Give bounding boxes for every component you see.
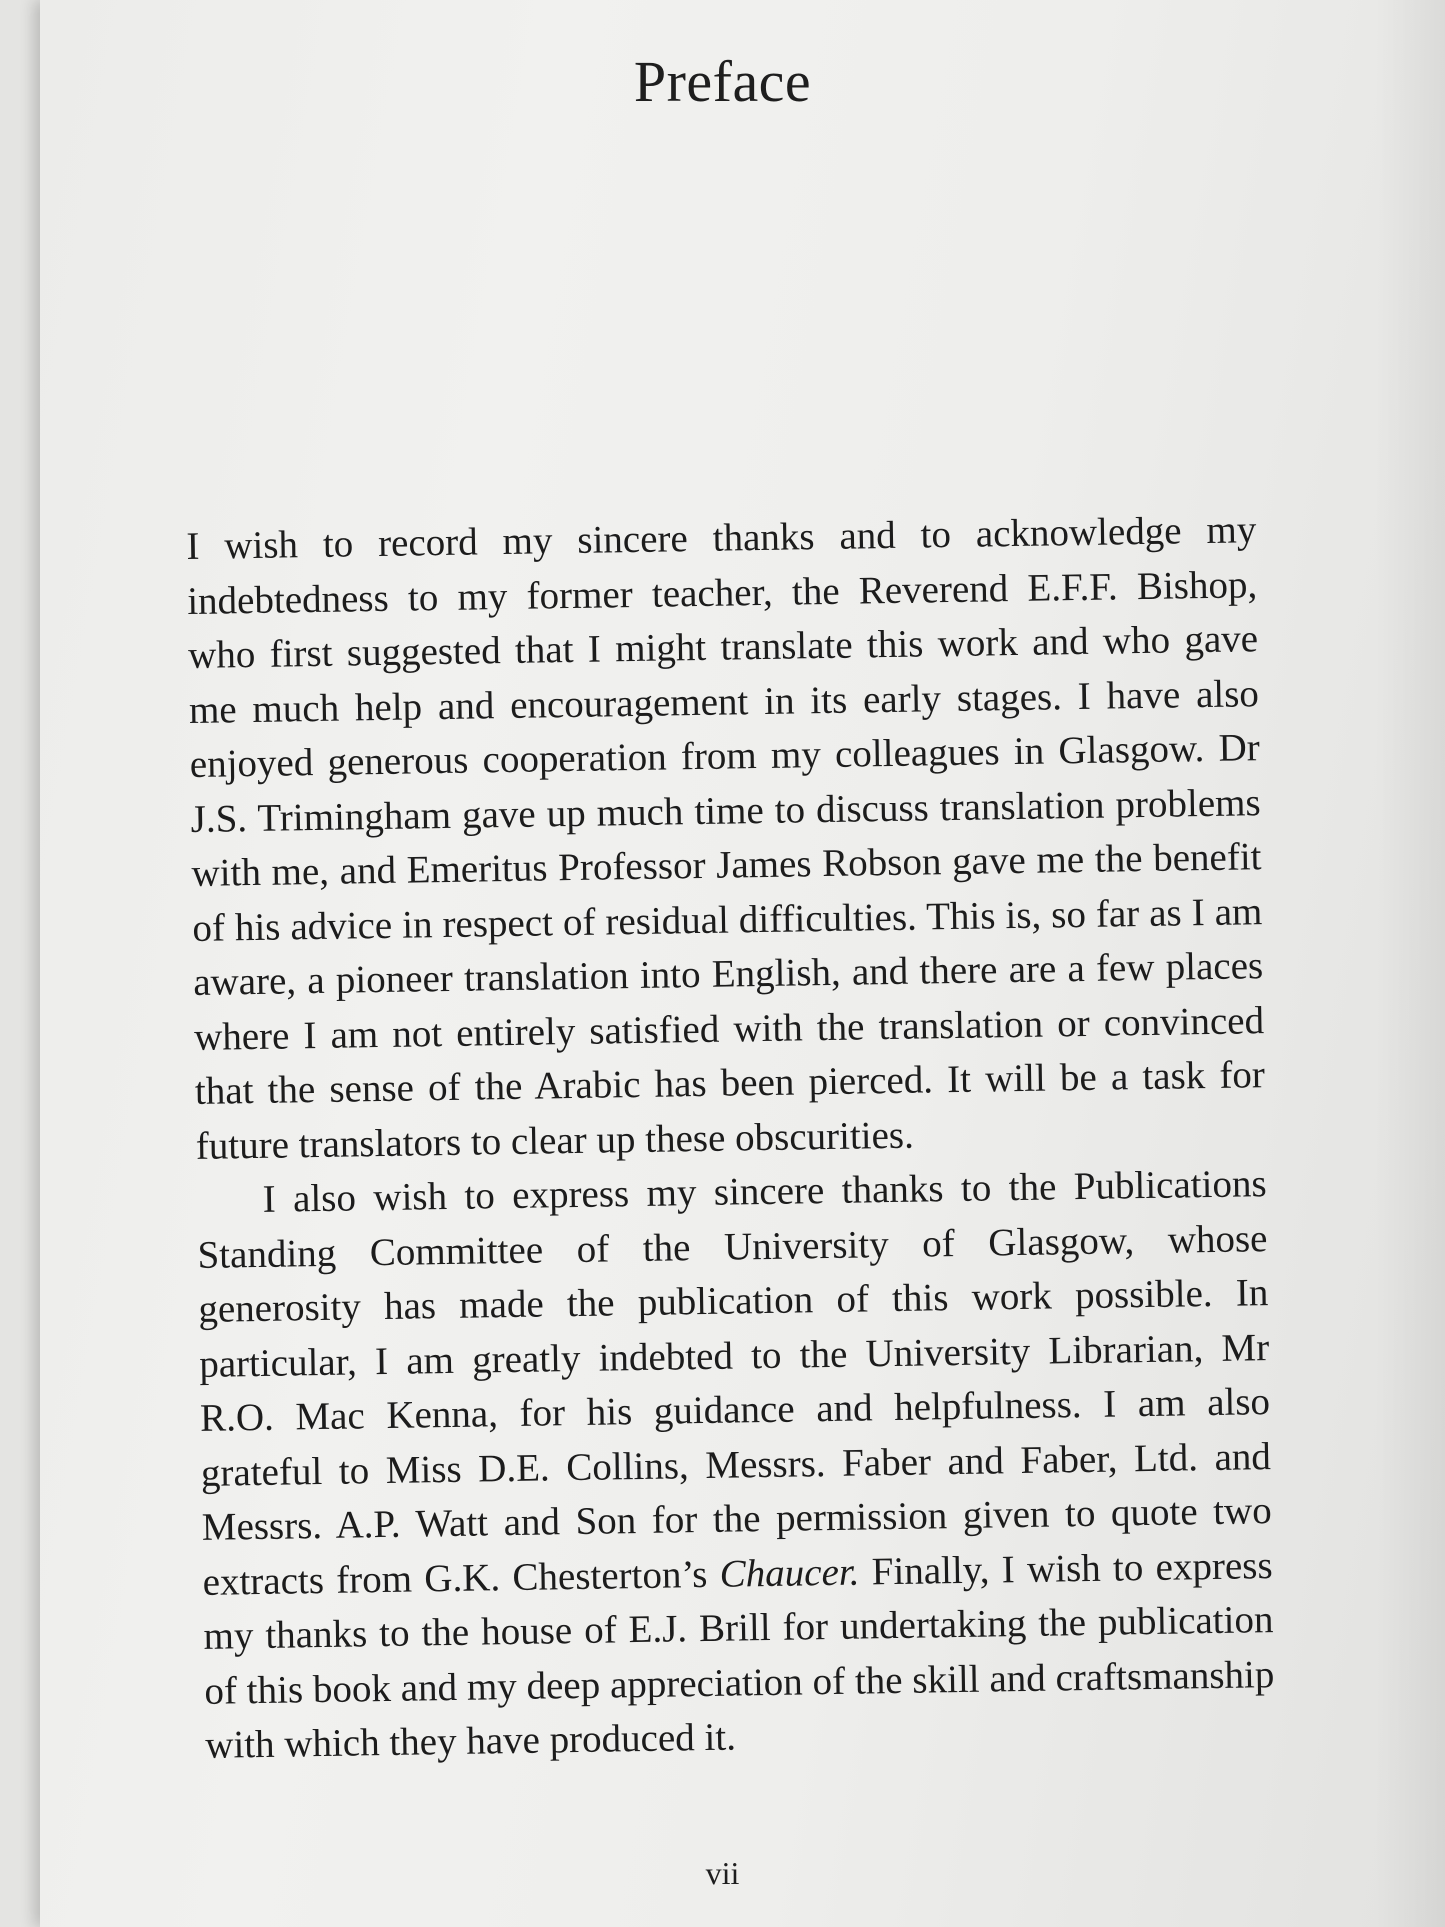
paragraph-2-text-end: Finally, I wish to express my thanks to the house of E.J. Brill for undertaking the publication of this book and my deep appreciation of the skill and craftsmanship with which they have produced it.: [203, 1543, 1275, 1767]
page-title: Preface: [633, 49, 812, 114]
page-number: vii: [705, 1855, 740, 1891]
book-title-chaucer: Chaucer.: [719, 1550, 860, 1596]
paragraph-1-text: I wish to record my sincere thanks and to acknowledge my indebtedness to my former teacher, the Reverend E.F.F. Bishop, who first suggested that I might translate this work and who gave me much help and encouragement in its early stages. I have also enjoyed generous cooperation from my colleagues in Glasgow. Dr J.S. Trimingham gave up much time to discuss translation problems with me, and Emeritus Professor James Robson gave me the benefit of his advice in respect of residual difficulties. This is, so far as I am aware, a pioneer translation into English, and there are a few places where I am not entirely satisfied with the translation or convinced that the sense of the Arabic has been pierced. It will be a task for future translators to clear up these obscurities.: [186, 508, 1266, 1168]
paragraph-acknowledgements: [186, 503, 1266, 1174]
preface-text: [186, 503, 1276, 1773]
paragraph-thanks: [196, 1157, 1275, 1773]
paragraph-2-text-start: I also wish to express my sincere thanks to the Publications Standing Committee of the University of Glasgow, whose generosity has made the publication of this work possible. In particular, I am greatly indebted to the University Librarian, Mr R.O. Mac Kenna, for his guidance and helpfulness. I am also grateful to Miss D.E. Collins, Messrs. Faber and Faber, Ltd. and Messrs. A.P. Watt and Son for the permission given to quote two extracts from G.K. Chesterton’s: [197, 1162, 1273, 1604]
page-edge-shadow: [1375, 0, 1445, 1927]
